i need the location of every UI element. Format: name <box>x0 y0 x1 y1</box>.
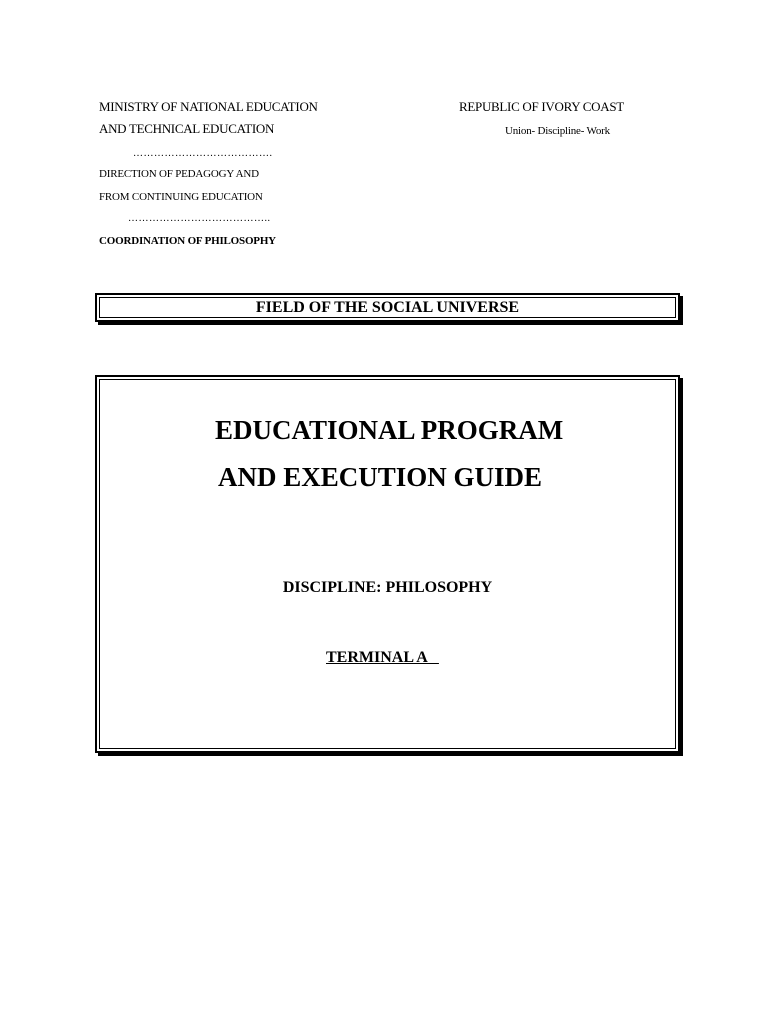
field-title: FIELD OF THE SOCIAL UNIVERSE <box>255 299 520 316</box>
discipline-label: DISCIPLINE: PHILOSOPHY <box>282 579 493 596</box>
dotted-separator-2: ………………………………….. <box>128 213 271 224</box>
main-title-box <box>95 375 680 753</box>
direction-line-2: FROM CONTINUING EDUCATION <box>99 191 263 203</box>
republic-label: REPUBLIC OF IVORY COAST <box>459 99 624 114</box>
coordination-label: COORDINATION OF PHILOSOPHY <box>99 235 276 247</box>
ministry-line-1: MINISTRY OF NATIONAL EDUCATION <box>99 99 318 114</box>
direction-line-1: DIRECTION OF PEDAGOGY AND <box>99 168 259 180</box>
terminal-label: TERMINAL A <box>326 649 439 666</box>
main-title-line-2: AND EXECUTION GUIDE <box>218 462 543 492</box>
main-title-line-1: EDUCATIONAL PROGRAM <box>215 415 564 445</box>
ministry-line-2: AND TECHNICAL EDUCATION <box>99 121 275 136</box>
dotted-separator-1: …………………………………. <box>133 148 273 159</box>
national-motto: Union- Discipline- Work <box>505 125 610 137</box>
field-title-box <box>95 293 680 322</box>
